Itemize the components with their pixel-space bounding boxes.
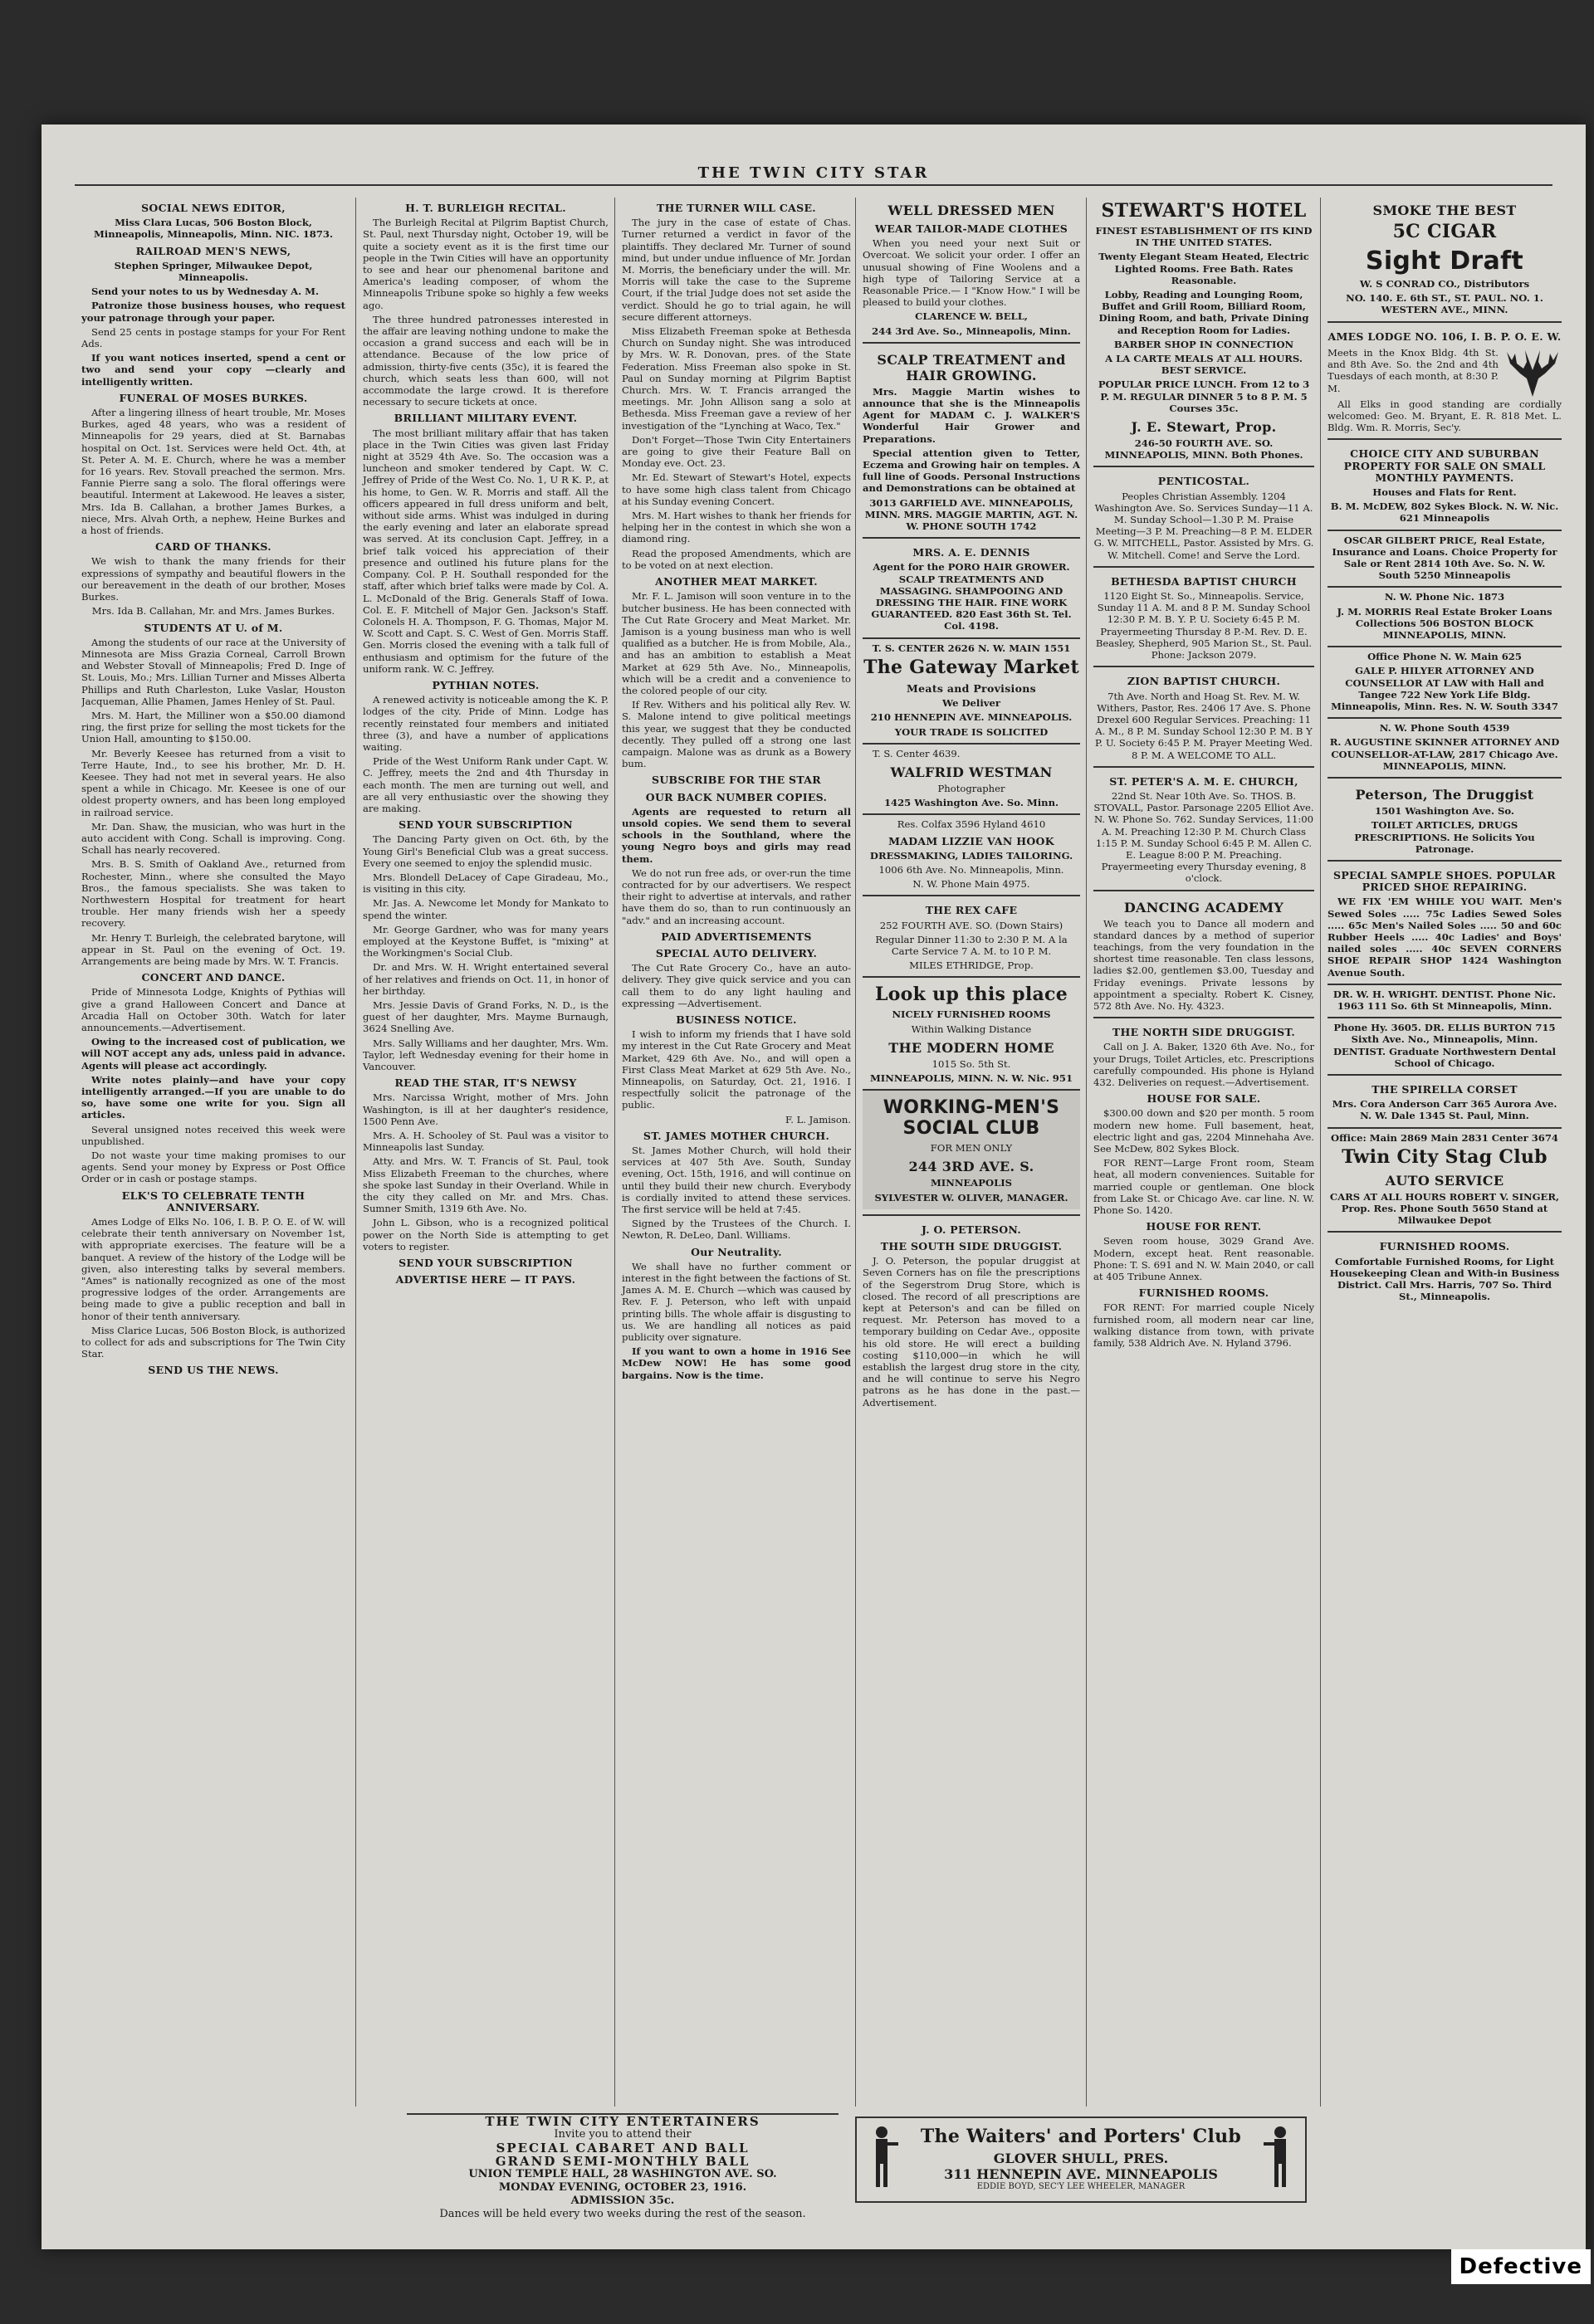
- paragraph: N. W. Phone South 4539: [1379, 722, 1510, 735]
- column-3: [614, 198, 858, 2107]
- paragraph: MINNEAPOLIS, MINN. N. W. Nic. 951: [869, 1072, 1073, 1084]
- paragraph: 1006 6th Ave. No. Minneapolis, Minn.: [878, 863, 1064, 876]
- paragraph: FOR RENT: For married couple Nicely furnished room, all modern near car line, walking distance from town, with private family, 538 Aldrich Ave. N. Hyland 3796.: [1093, 1301, 1314, 1350]
- paragraph: Dr. and Mrs. W. H. Wright entertained several of her relatives and friends on Oct. 11, in honor of her birthday.: [363, 961, 609, 997]
- column-5: [1086, 198, 1321, 2107]
- paragraph: We wish to thank the many friends for their expressions of sympathy and beautiful flowers in the our bereavement in the death of our brother, Moses Burkes.: [81, 555, 345, 603]
- paragraph: I wish to inform my friends that I have sold my interest in the Cut Rate Grocery and Meat Market, 429 6th Ave. No., and will open a First Class Meat Market at 629 5th Ave. No., Minneapolis, on Saturday, Oct. 21, 1916. I respectfully solicit the patronage of the public.: [622, 1028, 851, 1111]
- paragraph: Lobby, Reading and Lounging Room, Buffet and Grill Room, Billiard Room, Dining Room, and bath, Private Dining and Reception Room for Ladies.: [1098, 289, 1309, 336]
- heading: SOCIAL NEWS EDITOR,: [141, 202, 286, 214]
- heading: Our Neutrality.: [691, 1245, 782, 1258]
- column-2: [355, 198, 615, 2107]
- paragraph: Within Walking Distance: [911, 1023, 1032, 1035]
- paragraph: POPULAR PRICE LUNCH. From 12 to 3 P. M. REGULAR DINNER 5 to 8 P. M. 5 Courses 35c.: [1098, 378, 1310, 414]
- paragraph: Comfortable Furnished Rooms, for Light Housekeeping Clean and With-in Business District. Call Mrs. Harris, 707 So. Third St., Minneapolis.: [1329, 1255, 1560, 1303]
- paragraph: Several unsigned notes received this week were unpublished.: [81, 1123, 345, 1147]
- ad-heading: SCALP TREATMENT and HAIR GROWING.: [877, 351, 1066, 383]
- paragraph: 1015 So. 5th St.: [931, 1057, 1011, 1070]
- paragraph: Office Phone N. W. Main 625: [1367, 651, 1522, 663]
- heading: ZION BAPTIST CHURCH.: [1127, 675, 1281, 688]
- paragraph: Signed by the Trustees of the Church. I. Newton, R. DeLeo, Danl. Williams.: [622, 1218, 851, 1242]
- paragraph: T. S. Center 4639.: [873, 747, 961, 759]
- paragraph: Read the proposed Amendments, which are to be voted on at next election.: [622, 547, 851, 571]
- paragraph: We teach you to Dance all modern and standard dances by a method of superior teachings, from the very foundation in the shortest time reasonable. Ten class lessons, ladies $2.00, gentlemen $3.00, Tuesday and Friday evenings. Private lessons by appointment a specialty. Robert K. Cisney, 572 8th Ave. No. Hy. 4323.: [1093, 917, 1314, 1012]
- paragraph: John L. Gibson, who is a recognized political power on the North Side is attempting to get voters to register.: [363, 1217, 609, 1252]
- paragraph: A LA CARTE MEALS AT ALL HOURS. BEST SERVICE.: [1105, 353, 1303, 377]
- paragraph: WE FIX 'EM WHILE YOU WAIT. Men's Sewed Soles ..... 75c Ladies Sewed Soles ..... 65c Men's Nailed Soles ..... 50 and 60c Rubber Heels ..... 40c Ladies' and Boys' nailed soles ..... 40c SEVEN CORNERS SHOE REPAIR SHOP 1424 Washington Avenue South.: [1328, 896, 1562, 979]
- elk-head-icon: [1504, 345, 1562, 398]
- paragraph: St. James Mother Church, will hold their services at 407 5th Ave. South, Sunday evening, Oct. 15th, 1916, and will continue on until they build their new church. Everybody is cordially invited to attend these services. The first service will be held at 7:45.: [622, 1145, 851, 1216]
- paragraph: Phone Hy. 3605. DR. ELLIS BURTON 715 Sixth Ave. No., Minneapolis, Minn. DENTIST. Graduate Northwestern Dental School of Chicago.: [1333, 1022, 1556, 1069]
- heading: CARD OF THANKS.: [155, 540, 271, 554]
- paragraph: Meets in the Knox Bldg. 4th St. and 8th Ave. So. the 2nd and 4th Tuesdays of each month, at 8:30 P. M.: [1328, 346, 1499, 394]
- paragraph: J. M. MORRIS Real Estate Broker Loans Collections 506 BOSTON BLOCK MINNEAPOLIS, MINN.: [1337, 605, 1552, 642]
- defective-label: Defective: [1451, 2249, 1592, 2284]
- paragraph: DR. W. H. WRIGHT. DENTIST. Phone Nic. 1963 111 So. 6th St Minneapolis, Minn.: [1332, 988, 1557, 1012]
- paragraph: Mrs. Jessie Davis of Grand Forks, N. D., is the guest of her daughter, Mrs. Mayme Burnaugh, 3624 Snelling Ave.: [363, 999, 609, 1035]
- entertainers-banner: [407, 2113, 839, 2228]
- paragraph: MINNEAPOLIS: [930, 1177, 1013, 1189]
- heading: BUSINESS NOTICE.: [676, 1013, 797, 1026]
- paragraph: NICELY FURNISHED ROOMS: [892, 1008, 1051, 1021]
- paragraph: We Deliver: [942, 697, 1000, 710]
- paragraph: Miss Elizabeth Freeman spoke at Bethesda Church on Sunday night. She was introduced by Mrs. W. R. Donovan, pres. of the State Federation. Miss Freeman also spoke in St. Paul on Sunday morning at Pilgrim Baptist Church. Mrs. W. T. Francis arranged the meetings. Mr. John Allison sang a solo at Bethesda. Miss Freeman gave a review of her investigation of the "Lynching at Waco, Tex.": [622, 325, 851, 432]
- heading: H. T. BURLEIGH RECITAL.: [405, 202, 566, 214]
- ad-heading: Peterson, The Druggist: [1355, 787, 1534, 803]
- ad-heading: 244 3RD AVE. S.: [908, 1159, 1034, 1175]
- paragraph: Mrs. Narcissa Wright, mother of Mrs. John Washington, is ill at her daughter's residence, 1500 Penn Ave.: [363, 1091, 609, 1127]
- heading: HOUSE FOR SALE.: [1147, 1092, 1261, 1106]
- paragraph: FINEST ESTABLISHMENT OF ITS KIND IN THE UNITED STATES.: [1095, 225, 1313, 249]
- paragraph: Stephen Springer, Milwaukee Depot, Minneapolis.: [114, 259, 313, 284]
- paragraph: Call on J. A. Baker, 1320 6th Ave. No., for your Drugs, Toilet Articles, etc. Prescriptions carefully compounded. His phone is Hyland 432. Deliveries on request.—Advertisement.: [1093, 1041, 1314, 1088]
- paragraph: Agent for the PORO HAIR GROWER. SCALP TREATMENTS AND MASSAGING. SHAMPOOING AND DRESSING THE HAIR. FINE WORK GUARANTEED. 820 East 36th St. Tel. Col. 4198.: [871, 561, 1072, 632]
- paragraph: Miss Clara Lucas, 506 Boston Block, Minneapolis, Minneapolis, Minn. NIC. 1873.: [93, 217, 334, 241]
- banner-line: THE TWIN CITY ENTERTAINERS: [485, 2114, 760, 2129]
- heading: FURNISHED ROOMS.: [1379, 1240, 1510, 1253]
- heading: ADVERTISE HERE — IT PAYS.: [395, 1273, 576, 1286]
- ad-heading: WELL DRESSED MEN: [887, 203, 1055, 218]
- paragraph: Agents are requested to return all unsold copies. We send them to several schools in the Southland, where the young Negro boys and girls may read them.: [622, 805, 851, 865]
- ad-heading: AUTO SERVICE: [1385, 1172, 1504, 1189]
- paragraph: Special attention given to Tetter, Eczema and Growing hair on temples. A full line of Goods. Personal Instructions and Demonstrations can be obtained at: [863, 447, 1080, 495]
- banner-line: ADMISSION 35c.: [570, 2195, 675, 2207]
- heading: HOUSE FOR RENT.: [1146, 1220, 1262, 1233]
- paragraph: 244 3rd Ave. So., Minneapolis, Minn.: [872, 325, 1071, 337]
- paragraph: Atty. and Mrs. W. T. Francis of St. Paul, took Miss Elizabeth Freeman to the churches, where she spoke last Sunday in their Overland. While in the city they called on Mr. and Mrs. Chas. Sumner Smith, 1319 6th Ave. No.: [363, 1155, 609, 1215]
- paragraph: If you want notices inserted, spend a cent or two and send your copy —clearly and intelligently written.: [81, 352, 345, 388]
- masthead: THE TWIN CITY STAR: [697, 164, 930, 182]
- paragraph: Write notes plainly—and have your copy intelligently arranged.—If you are unable to do so, have some one write for you. Sign all articles.: [81, 1073, 345, 1121]
- paragraph: 22nd St. Near 10th Ave. So. THOS. B. STOVALL, Pastor. Parsonage 2205 Elliot Ave. N. W. Phone So. 762. Sunday Services, 11:00 A. M. Preaching 12:30 P. M. Church Class 1:15 P. M. Sunday School 6:45 P. M. Allen C. E. League 8:00 P. M. Preaching. Prayermeeting every Thursday evening, 8 o'clock.: [1093, 789, 1314, 885]
- paragraph: Mrs. M. Hart, the Milliner won a $50.00 diamond ring, the first prize for selling the most tickets for the Union Hall, amounting to $150.00.: [81, 709, 345, 745]
- ad-heading: 5C CIGAR: [1392, 221, 1497, 242]
- paragraph: FOR RENT—Large Front room, Steam heat, all modern conveniences. Suitable for married couple or gentleman. One block from Lake St. or Chicago Ave. car line. N. W. Phone So. 1420.: [1093, 1157, 1314, 1217]
- ad-heading: SMOKE THE BEST: [1372, 203, 1517, 218]
- heading: SEND YOUR SUBSCRIPTION: [398, 818, 573, 832]
- paragraph: Owing to the increased cost of publication, we will NOT accept any ads, unless paid in advance. Agents will please act accordingly.: [81, 1036, 345, 1072]
- paragraph: 210 HENNEPIN AVE. MINNEAPOLIS.: [870, 711, 1073, 724]
- heading: ANOTHER MEAT MARKET.: [655, 575, 818, 588]
- heading: CHOICE CITY AND SUBURBAN PROPERTY FOR SALE ON SMALL MONTHLY PAYMENTS.: [1343, 447, 1546, 484]
- porter-figure-icon: [1264, 2124, 1297, 2190]
- paragraph: The three hundred patronesses interested in the affair are leaving nothing undone to make the occasion a grand success and each will be in attendance. Because of the low price of admission, thirty-five cents (35c), it is feared the church, which seats less than 600, will not accommodate the large crowd. It is therefore necessary to secure tickets at once.: [363, 313, 609, 408]
- paragraph: Photographer: [937, 782, 1005, 794]
- ad-line: EDDIE BOYD, SEC'Y LEE WHEELER, MANAGER: [976, 2182, 1186, 2191]
- heading: AMES LODGE NO. 106, I. B. P. O. E. W.: [1328, 330, 1562, 343]
- heading: SPECIAL AUTO DELIVERY.: [655, 946, 818, 959]
- paragraph: 252 FOURTH AVE. SO. (Down Stairs): [879, 919, 1063, 931]
- paragraph: The most brilliant military affair that has taken place in the Twin Cities was given last Friday night at 3529 4th Ave. So. The occasion was a luncheon and smoker tendered by Capt. W. C. Jeffrey of Pride of the West Co. No. 1, U R K. P., at his home, to Gen. W. R. Morris and staff. All the officers appeared in full dress uniform and belt, without side arms. Whist was indulged in during the early evening and later an elaborate spread was served. At its conclusion Capt. Jeffrey, in a brief talk voiced his appreciation of their presence and outlined his future plans for the Company. Col. P. H. Southall responded for the staff, after which brief talks were made by Col. A. L. McDonald of the Brig. Generals Staff of Iowa. Col. E. F. Mitchell of Major Gen. Jackson's Staff. Colonels H. A. Thompson, F. G. Thomas, Major M. W. Scott and Capt. S. C. West of Gen. Morris Staff. Gen. Morris closed the evening with a talk full of enthusiasm and optimism for the future of the uniform rank. W. C. Jeffrey.: [363, 427, 609, 675]
- paragraph: Mrs. B. S. Smith of Oakland Ave., returned from Rochester, Minn., where she consulted the Mayo Bros., the famous specialists. She was taken to Northwestern Hospital for treatment for heart trouble. Her many friends wish her a speedy recovery.: [81, 858, 345, 930]
- paragraph: 246-50 FOURTH AVE. SO. MINNEAPOLIS, MINN. Both Phones.: [1104, 437, 1303, 461]
- paragraph: If you want to own a home in 1916 See McDew NOW! He has some good bargains. Now is the time.: [622, 1345, 851, 1381]
- ad-heading: DANCING ACADEMY: [1123, 899, 1284, 915]
- paragraph: Mrs. Ida B. Callahan, Mr. and Mrs. James Burkes.: [91, 605, 335, 618]
- paragraph: The jury in the case of estate of Chas. Turner returned a verdict in favor of the plaintiffs. They declared Mr. Turner of sound mind, but under undue influence of Mr. Jordan M. Morris, the beneficiary under the will. Mr. Morris will take the case to the Supreme Court, if the trial Judge does not set aside the verdict. Should he go to trial again, he will secure different attorneys.: [622, 217, 851, 323]
- paragraph: Mr. Ed. Stewart of Stewart's Hotel, expects to have some high class talent from Chicago at his Sunday evening Concert.: [622, 471, 851, 507]
- paragraph: Mr. Henry T. Burleigh, the celebrated barytone, will appear in St. Paul on the evening of Oct. 19. Arrangements are being made by Mrs. W. T. Francis.: [81, 931, 345, 967]
- paragraph: Among the students of our race at the University of Minnesota are Miss Grazia Corneal, Carroll Brown and Webster Stovall of Minneapolis; Fred D. Inge of St. Louis, Mo.; Mrs. Lillian Turner and Misses Alberta Phillips and Ruth Charleston, Luke Vaslar, Houston Jacqueman, Allie Phamen, James Henley of St. Paul.: [81, 636, 345, 707]
- paragraph: CARS AT ALL HOURS ROBERT V. SINGER, Prop. Res. Phone South 5650 Stand at Milwaukee Depot: [1329, 1190, 1560, 1227]
- ad-line: GLOVER SHULL, PRES.: [993, 2151, 1169, 2166]
- paragraph: Send your notes to us by Wednesday A. M.: [91, 286, 320, 298]
- paragraph: 1120 Eight St. So., Minneapolis. Service, Sunday 11 A. M. and 8 P. M. Sunday School 12:30 P. M. B. Y. P. U. Society 6:45 P. M. Prayermeeting Thursday 8 P.-M. Rev. D. E. Beasley, Shepherd, 905 Marion St., St. Paul. Phone: Jackson 2079.: [1095, 590, 1313, 662]
- paragraph: $300.00 down and $20 per month. 5 room modern new home. Full basement, heat, electric light and gas, 2204 Minnehaha Ave. See McDew, 802 Sykes Block.: [1093, 1107, 1314, 1155]
- paragraph: Mrs. A. H. Schooley of St. Paul was a visitor to Minneapolis last Sunday.: [363, 1130, 609, 1154]
- paragraph: N. W. Phone Main 4975.: [912, 878, 1030, 891]
- paragraph: After a lingering illness of heart trouble, Mr. Moses Burkes, aged 48 years, who was a resident of Minneapolis for 29 years, died at St. Barnabas hospital on Oct. 1st. Services were held Oct. 4th, at St. Peter A. M. E. Church, where he was a member for 16 years. Rev. Stovall preached the sermon. Mrs. Fannie Pierre sang a solo. The floral offerings were beautiful. Interment at Lakewood. He leaves a sister, Mrs. Ida B. Callahan, a brother James Burkes, a niece, Mrs. Alvah Orth, a nephew, Heine Burkes and a host of friends.: [81, 407, 345, 537]
- paragraph: Mrs. M. Hart wishes to thank her friends for helping her in the contest in which she won a diamond ring.: [622, 510, 851, 545]
- ad-heading: THE SOUTH SIDE DRUGGIST.: [880, 1239, 1063, 1252]
- paragraph: All Elks in good standing are cordially welcomed: Geo. M. Bryant, E. R. 818 Met. L. Bldg. Wm. R. Morris, Sec'y.: [1328, 398, 1562, 434]
- paragraph: Mr. George Gardner, who was for many years employed at the Keystone Buffet, is "mixing" at the Workingmen's Social Club.: [363, 923, 609, 959]
- paragraph: Peoples Christian Assembly. 1204 Washington Ave. So. Services Sunday—11 A. M. Sunday School—1.30 P. M. Praise Meeting—3 P. M. Preaching—8 P. M. ELDER G. W. MITCHELL, Pastor. Assisted by Mrs. G. W. Mitchell. Come! and Serve the Lord.: [1093, 490, 1314, 561]
- heading: THE NORTH SIDE DRUGGIST.: [1112, 1026, 1296, 1039]
- newspaper-page: [42, 124, 1586, 2249]
- paragraph: Mrs. Blondell DeLacey of Cape Giradeau, Mo., is visiting in this city.: [363, 871, 609, 896]
- paragraph: Houses and Flats for Rent.: [1372, 486, 1517, 499]
- ad-heading: The Gateway Market: [863, 656, 1079, 678]
- ad-heading: MADAM LIZZIE VAN HOOK: [888, 834, 1054, 847]
- paragraph: Mr. F. L. Jamison will soon venture in to the butcher business. He has been connected with The Cut Rate Grocery and Meat Market. Mr. Jamison is a young business man who is well qualified as a butcher. He is from Mobile, Ala., and has an ambition to establish a Meat Market at 629 5th Ave. No., Minneapolis, which will be a credit and a convenience to the colored people of our city.: [622, 590, 851, 696]
- heading: ST. JAMES MOTHER CHURCH.: [643, 1129, 830, 1142]
- paragraph: The Burleigh Recital at Pilgrim Baptist Church, St. Paul, next Thursday night, October 19, will be quite a society event as it is the first time our people in the Twin Cities will have an opportunity to see and hear our phenomenal baritone and America's leading composer, of whom the Minneapolis Tribune spoke so highly a few weeks ago.: [363, 217, 609, 311]
- paragraph: Ames Lodge of Elks No. 106, I. B. P. O. E. of W. will celebrate their tenth anniversary on November 1st, with appropriate exercises. The feature will be a banquet. A review of the history of the Lodge will be given, also interesting talks by several members. "Ames" is nationally recognized as one of the most progressive lodges of the order. Arrangements are being made to give a public reception and ball in honor of their tenth anniversary.: [81, 1216, 345, 1322]
- ad-heading: WORKING-MEN'S SOCIAL CLUB: [883, 1097, 1060, 1140]
- ad-subheading: Meats and Provisions: [907, 681, 1036, 695]
- heading: ELK'S TO CELEBRATE TENTH ANNIVERSARY.: [121, 1189, 306, 1213]
- ad-heading: Twin City Stag Club: [1342, 1145, 1548, 1168]
- heading: BETHESDA BAPTIST CHURCH: [1111, 574, 1297, 588]
- paragraph: 1501 Washington Ave. So.: [1375, 805, 1514, 818]
- paragraph: Mrs. Sally Williams and her daughter, Mrs. Wm. Taylor, left Wednesday evening for their home in Vancouver.: [363, 1037, 609, 1073]
- paragraph: SYLVESTER W. OLIVER, MANAGER.: [874, 1191, 1068, 1204]
- heading: PENTICOSTAL.: [1157, 475, 1250, 488]
- ad-heading: Sight Draft: [1365, 247, 1524, 276]
- heading: SEND YOUR SUBSCRIPTION: [398, 1257, 573, 1270]
- paragraph: BARBER SHOP IN CONNECTION: [1113, 338, 1294, 350]
- paragraph: FOR MEN ONLY: [930, 1142, 1013, 1155]
- heading: SEND US THE NEWS.: [148, 1364, 279, 1377]
- paragraph: Pride of the West Uniform Rank under Capt. W. C. Jeffrey, meets the 2nd and 4th Thursday in each month. The men are turning out well, and are all very enthusiastic over the showing they are making.: [363, 755, 609, 814]
- paragraph: 1425 Washington Ave. So. Minn.: [883, 797, 1059, 809]
- paragraph: Mr. Jas. A. Newcome let Mondy for Mankato to spend the winter.: [363, 897, 609, 921]
- paragraph: We shall have no further comment or interest in the fight between the factions of St. James A. M. E. Church —which was caused by Rev. F. J. Peterson, who left with unpaid printing bills. The whole affair is disgusting to us. We are handling all notices as paid publicity over signature.: [622, 1260, 851, 1344]
- paragraph: Miss Clarice Lucas, 506 Boston Block, is authorized to collect for ads and subscriptions for The Twin City Star.: [81, 1324, 345, 1360]
- paragraph: CLARENCE W. BELL,: [915, 310, 1028, 323]
- ad-heading: Look up this place: [874, 984, 1068, 1006]
- banner-line: GRAND SEMI-MONTHLY BALL: [495, 2154, 751, 2169]
- column-6: [1320, 198, 1568, 2107]
- heading: OUR BACK NUMBER COPIES.: [645, 790, 828, 803]
- heading: RAILROAD MEN'S NEWS,: [135, 244, 291, 257]
- paragraph: Seven room house, 3029 Grand Ave. Modern, except heat. Rent reasonable. Phone: T. S. 691 and N. W. Main 2040, or call at 405 Tribune Annex.: [1093, 1235, 1314, 1283]
- paragraph: DRESSMAKING, LADIES TAILORING.: [869, 849, 1073, 862]
- heading: PAID ADVERTISEMENTS: [661, 930, 812, 943]
- ad-heading: J. E. Stewart, Prop.: [1131, 419, 1277, 436]
- paragraph: R. AUGUSTINE SKINNER ATTORNEY AND COUNSELLOR-AT-LAW, 2817 Chicago Ave. MINNEAPOLIS, MINN.: [1329, 736, 1560, 772]
- ad-heading: WALFRID WESTMAN: [890, 764, 1053, 780]
- paragraph: Don't Forget—Those Twin City Entertainers are going to give their Feature Ball on Monday eve. Oct. 23.: [622, 433, 851, 470]
- heading: THE SPIRELLA CORSET: [1372, 1082, 1518, 1096]
- waiters-porters-ad: [855, 2116, 1307, 2203]
- paragraph: MILES ETHRIDGE, Prop.: [909, 959, 1034, 972]
- ad-heading: MRS. A. E. DENNIS: [912, 546, 1030, 559]
- paragraph: Office: Main 2869 Main 2831 Center 3674: [1331, 1131, 1558, 1144]
- paragraph: J. O. Peterson, the popular druggist at Seven Corners has on file the prescriptions of the Segerstrom Drug Store, which is closed. The record of all prescriptions are kept at Peterson's and can be filled on request. Mr. Peterson has moved to a temporary building on Cedar Ave., opposite his old store. He will erect a building costing $110,000—in which he will establish the largest drug store in the city, and he will continue to serve his Negro patrons as he has done in the past.—Advertisement.: [863, 1255, 1080, 1409]
- banner-line: Invite you to attend their: [554, 2128, 692, 2141]
- heading: STUDENTS AT U. of M.: [144, 621, 283, 634]
- column-1: [81, 198, 352, 2107]
- paragraph: Send 25 cents in postage stamps for your For Rent Ads.: [81, 325, 345, 350]
- masthead-rule: [75, 184, 1552, 186]
- paragraph: Patronize those business houses, who request your patronage through your paper.: [81, 300, 345, 324]
- paragraph: OSCAR GILBERT PRICE, Real Estate, Insurance and Loans. Choice Property for Sale or Rent 2814 10th Ave. So. N. W. South 5250 Minneapolis: [1332, 534, 1557, 582]
- paragraph: 3013 GARFIELD AVE. MINNEAPOLIS, MINN. MRS. MAGGIE MARTIN, AGT. N. W. PHONE SOUTH 1742: [864, 496, 1078, 533]
- paragraph: Do not waste your time making promises to our agents. Send your money by Express or Post Office Order or in cash or postage stamps.: [81, 1150, 345, 1185]
- banner-line: UNION TEMPLE HALL, 28 WASHINGTON AVE. SO.: [468, 2168, 777, 2180]
- paragraph: GALE P. HILYER ATTORNEY AND COUNSELLOR AT LAW with Hall and Tangee 722 New York Life Bldg. Minneapolis, Minn. Res. N. W. South 3347: [1331, 665, 1558, 713]
- column-4: [855, 198, 1087, 2107]
- paragraph: Mrs. Maggie Martin wishes to announce that she is the Minneapolis Agent for MADAM C. J. WALKER'S Wonderful Hair Grower and Preparations.: [863, 385, 1080, 445]
- paragraph: T. S. CENTER 2626 N. W. MAIN 1551: [872, 642, 1071, 654]
- heading: READ THE STAR, IT'S NEWSY: [394, 1077, 577, 1090]
- paragraph: TOILET ARTICLES, DRUGS PRESCRIPTIONS. He Solicits You Patronage.: [1354, 819, 1535, 855]
- heading: CONCERT AND DANCE.: [141, 971, 286, 984]
- heading: SUBSCRIBE FOR THE STAR: [652, 774, 821, 787]
- paragraph: The Dancing Party given on Oct. 6th, by the Young Girl's Beneficial Club was a great success. Every one seemed to enjoy the splendid music.: [363, 833, 609, 869]
- paragraph: N. W. Phone Nic. 1873: [1384, 591, 1505, 603]
- ad-heading: THE REX CAFE: [925, 904, 1018, 917]
- paragraph: Res. Colfax 3596 Hyland 4610: [897, 818, 1046, 831]
- paragraph: Mr. Dan. Shaw, the musician, who was hurt in the auto accident with Cong. Schall is improving. Cong. Schall has nearly recovered.: [81, 820, 345, 857]
- heading: BRILLIANT MILITARY EVENT.: [394, 412, 578, 425]
- paragraph: Pride of Minnesota Lodge, Knights of Pythias will give a grand Halloween Concert and Dance at Arcadia Hall on October 30th. Watch for later announcements.—Advertisement.: [81, 986, 345, 1033]
- ad-heading: The Waiters' and Porters' Club: [920, 2126, 1242, 2147]
- paragraph: W. S CONRAD CO., Distributors: [1359, 278, 1530, 290]
- paragraph: B. M. McDEW, 802 Sykes Block. N. W. Nic. 621 Minneapolis: [1330, 500, 1559, 525]
- paragraph: Mrs. Cora Anderson Carr 365 Aurora Ave. N. W. Dale 1345 St. Paul, Minn.: [1332, 1098, 1557, 1122]
- paragraph: A renewed activity is noticeable among the K. P. lodges of the city. Pride of Minn. Lodge has recently reinstated four members and initiated three (3), and have a number of applications waiting.: [363, 694, 609, 753]
- paragraph: F. L. Jamison.: [785, 1113, 851, 1125]
- ad-line: 311 HENNEPIN AVE. MINNEAPOLIS: [944, 2166, 1218, 2182]
- banner-line: Dances will be held every two weeks during the rest of the season.: [439, 2208, 806, 2220]
- heading: ST. PETER'S A. M. E. CHURCH,: [1109, 774, 1298, 788]
- heading: THE TURNER WILL CASE.: [657, 202, 816, 214]
- paragraph: If Rev. Withers and his political ally Rev. W. S. Malone intend to give political meetings this year, we suggest that they be conducted decently. They pulled off a strong one last campaign. Malone was as drunk as a Bowery bum.: [622, 699, 851, 770]
- paragraph: The Cut Rate Grocery Co., have an auto-delivery. They give quick service and you can call them to do any light hauling and expressing —Advertisement.: [622, 962, 851, 1009]
- ad-heading: THE MODERN HOME: [888, 1039, 1054, 1056]
- heading: PYTHIAN NOTES.: [432, 678, 540, 691]
- waiter-figure-icon: [865, 2124, 898, 2190]
- paragraph: NO. 140. E. 6th ST., ST. PAUL. NO. 1. WESTERN AVE., MINN.: [1346, 292, 1543, 316]
- paragraph: When you need your next Suit or Overcoat. We solicit your order. I offer an unusual showing of Fine Woolens and a high type of Tailoring Service at a Reasonable Price.— I "Know How." I will be pleased to build your clothes.: [863, 237, 1080, 309]
- ad-subheading: WEAR TAILOR-MADE CLOTHES: [874, 222, 1068, 235]
- paragraph: Twenty Elegant Steam Heated, Electric Lighted Rooms. Free Bath. Rates Reasonable.: [1098, 251, 1309, 286]
- ad-heading: STEWART'S HOTEL: [1101, 200, 1307, 222]
- banner-line: SPECIAL CABARET AND BALL: [496, 2141, 750, 2156]
- paragraph: 7th Ave. North and Hoag St. Rev. M. W. Withers, Pastor, Res. 2406 17 Ave. S. Phone Drexel 600 Regular Services. Preaching: 11 A. M., 8 P. M. Sunday School 12:30 P. M. B Y P. U. Society 6:45 P. M. Prayer Meeting Wed. 8 P. M. A WELCOME TO ALL.: [1095, 690, 1313, 761]
- paragraph: Regular Dinner 11:30 to 2:30 P. M. A la Carte Service 7 A. M. to 10 P. M.: [875, 933, 1068, 957]
- banner-line: MONDAY EVENING, OCTOBER 23, 1916.: [498, 2181, 747, 2194]
- paragraph: We do not run free ads, or over-run the time contracted for by our advertisers. We respect their right to advertise at intervals, and rather have them do so, than to run continuously an "adv." and an increasing account.: [622, 867, 851, 926]
- heading: FUNERAL OF MOSES BURKES.: [119, 391, 308, 404]
- heading: SPECIAL SAMPLE SHOES. POPULAR PRICED SHOE REPAIRING.: [1333, 868, 1556, 894]
- heading: FURNISHED ROOMS.: [1138, 1286, 1269, 1300]
- ad-heading: J. O. PETERSON.: [921, 1223, 1022, 1236]
- paragraph: YOUR TRADE IS SOLICITED: [894, 725, 1049, 738]
- paragraph: Mr. Beverly Keesee has returned from a visit to Terre Haute, Ind., to see his brother, Mr. D. H. Keesee. They had not met in several years. He also spent a while in Chicago. Mr. Keesee is one of our oldest property owners, and has been long employed in railroad service.: [81, 747, 345, 818]
